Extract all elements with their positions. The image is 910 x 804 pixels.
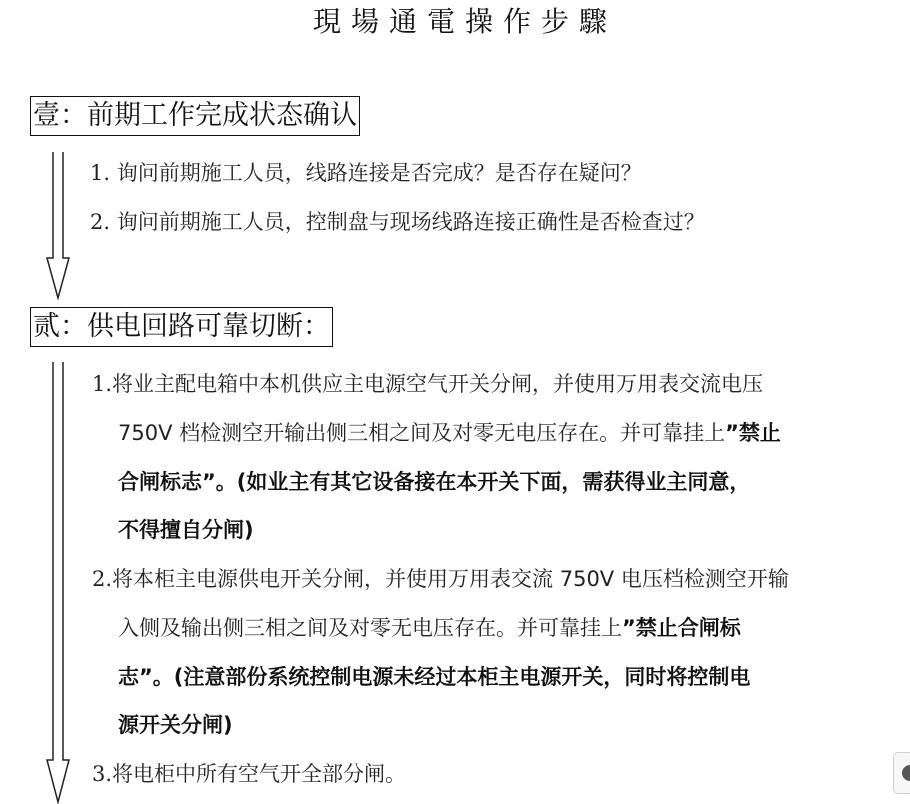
item-text: 询问前期施工人员，线路连接是否完成？是否存在疑问？: [116, 161, 642, 185]
down-arrow-icon: [46, 152, 70, 300]
item-number: 1.: [92, 372, 113, 396]
down-arrow-icon: [46, 362, 70, 804]
section-heading-2: 贰：供电回路可靠切断：: [30, 307, 333, 347]
item-text-bold: 不得擅自分闸): [118, 518, 254, 542]
item-text: 询问前期施工人员，控制盘与现场线路连接正确性是否检查过？: [116, 210, 705, 234]
item-text-line: [118, 418, 781, 448]
item-text: 将业主配电箱中本机供应主电源空气开关分闸，并使用万用表交流电压: [112, 372, 764, 396]
item-text-bold: 志”。(注意部份系统控制电源未经过本柜主电源开关，同时将控制电: [118, 665, 751, 689]
list-item: [90, 158, 642, 188]
item-number: 2.: [90, 210, 111, 234]
list-item: [90, 207, 705, 237]
item-text: 750V 档检测空开输出侧三相之间及对零无电压存在。并可靠挂上: [118, 421, 726, 445]
item-text: 将电柜中所有空气开全部分闸。: [112, 762, 407, 786]
item-text-bold: ”禁止合闸标: [622, 616, 741, 640]
item-text-line: [118, 613, 741, 643]
item-text: 将本柜主电源供电开关分闸，并使用万用表交流 750V 电压档检测空开输: [112, 567, 789, 591]
item-text-bold: ”禁止: [725, 421, 781, 445]
document-title: 現場通電操作步驟: [312, 5, 617, 38]
list-item: [92, 564, 789, 594]
item-number: 1.: [90, 161, 111, 185]
item-text-bold: 源开关分闸): [118, 713, 233, 737]
item-number: 2.: [92, 567, 113, 591]
list-item: [92, 369, 763, 399]
circle-button-icon: [902, 765, 910, 781]
section-heading-1: 壹：前期工作完成状态确认: [30, 96, 360, 136]
item-text-bold: 合闸标志”。(如业主有其它设备接在本开关下面，需获得业主同意，: [118, 470, 751, 494]
list-item: [92, 759, 406, 789]
item-text: 入侧及输出侧三相之间及对零无电压存在。并可靠挂上: [118, 616, 622, 640]
floating-button[interactable]: [893, 752, 910, 794]
item-number: 3.: [92, 762, 113, 786]
